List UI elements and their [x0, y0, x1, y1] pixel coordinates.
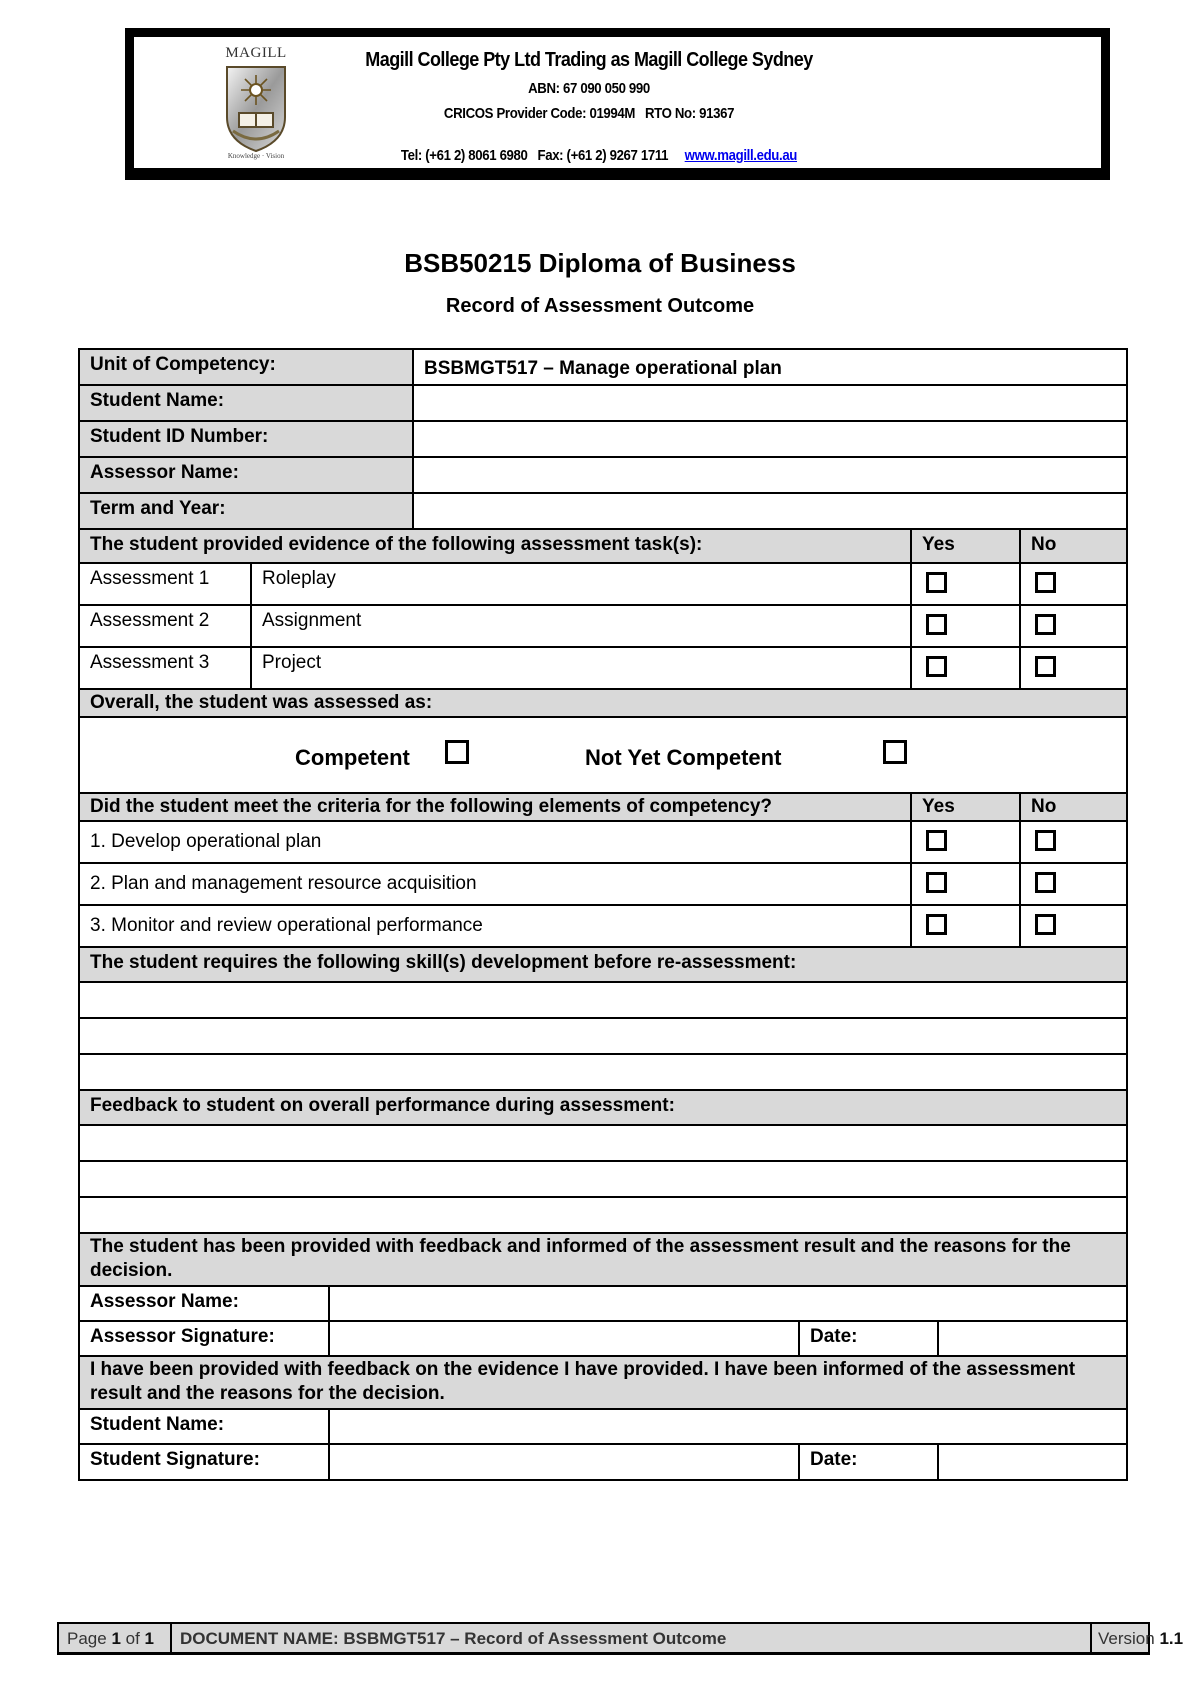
- task-yes-checkbox[interactable]: [926, 614, 947, 635]
- evidence-no-header: No: [1019, 528, 1128, 564]
- element-no-checkbox[interactable]: [1035, 872, 1056, 893]
- college-logo: [216, 45, 296, 163]
- assessor-date-label: Date:: [798, 1320, 939, 1357]
- feedback-line[interactable]: [78, 1196, 1128, 1234]
- document-name: DOCUMENT NAME: BSBMGT517 – Record of Assessment Outcome: [170, 1622, 1092, 1655]
- element-no-checkbox[interactable]: [1035, 914, 1056, 935]
- version-number: 1.1: [1159, 1629, 1184, 1648]
- logo-wordmark: MAGILL: [225, 45, 287, 61]
- evidence-yes-header: Yes: [910, 528, 1021, 564]
- letterhead: [125, 28, 1110, 180]
- not-yet-competent-checkbox[interactable]: [883, 740, 907, 764]
- element-label: 2. Plan and management resource acquisition: [78, 862, 912, 906]
- logo-motto: Knowledge · Vision: [227, 152, 285, 160]
- task-no-cell: [1019, 562, 1128, 606]
- task-name: Assessment 2: [78, 604, 252, 648]
- student-date-label: Date:: [798, 1443, 939, 1481]
- version-indicator: [1090, 1622, 1184, 1655]
- unit-label: Unit of Competency:: [78, 348, 414, 386]
- assessor-signature-label: Assessor Signature:: [78, 1320, 330, 1357]
- page-footer: [57, 1622, 1184, 1655]
- shield-crest-icon: [225, 65, 287, 153]
- website-link[interactable]: www.magill.edu.au: [684, 147, 798, 164]
- feedback-line[interactable]: [78, 1124, 1128, 1162]
- assessor-declaration-statement: The student has been provided with feedback and informed of the assessment result and the reasons for the decision.: [78, 1232, 1128, 1287]
- page-indicator: [57, 1622, 172, 1655]
- task-yes-cell: [910, 604, 1021, 648]
- student-id-field[interactable]: [412, 420, 1128, 458]
- unit-value[interactable]: BSBMGT517 – Manage operational plan: [412, 348, 1128, 386]
- contact-line: [343, 130, 836, 181]
- assessor-name-label: Assessor Name:: [78, 456, 414, 494]
- company-name: Magill College Pty Ltd Trading as Magill College Sydney: [365, 49, 813, 71]
- task-name: Assessment 1: [78, 562, 252, 606]
- assessor-signature-field[interactable]: [328, 1320, 800, 1357]
- competent-checkbox[interactable]: [445, 740, 469, 764]
- element-yes-cell: [910, 820, 1021, 864]
- term-field[interactable]: [412, 492, 1128, 530]
- element-no-cell: [1019, 904, 1128, 948]
- elements-yes-header: Yes: [910, 792, 1021, 822]
- task-type: Assignment: [250, 604, 912, 648]
- declaration-assessor-name-label: Assessor Name:: [78, 1285, 330, 1322]
- element-yes-checkbox[interactable]: [926, 914, 947, 935]
- element-yes-cell: [910, 862, 1021, 906]
- task-yes-checkbox[interactable]: [926, 572, 947, 593]
- element-no-checkbox[interactable]: [1035, 830, 1056, 851]
- task-no-checkbox[interactable]: [1035, 614, 1056, 635]
- overall-heading: Overall, the student was assessed as:: [78, 688, 1128, 718]
- skills-heading: The student requires the following skill(s) development before re-assessment:: [78, 946, 1128, 983]
- task-name: Assessment 3: [78, 646, 252, 690]
- elements-heading: Did the student meet the criteria for the following elements of competency?: [78, 792, 912, 822]
- page-total: 1: [144, 1629, 154, 1648]
- task-no-checkbox[interactable]: [1035, 572, 1056, 593]
- competent-label: Competent: [295, 745, 410, 770]
- student-declaration-statement: I have been provided with feedback on the evidence I have provided. I have been informed of the assessment result and the reasons for the decision.: [78, 1355, 1128, 1410]
- element-yes-checkbox[interactable]: [926, 872, 947, 893]
- student-date-field[interactable]: [937, 1443, 1128, 1481]
- overall-result-cell: [78, 716, 1128, 794]
- page-current: 1: [111, 1629, 121, 1648]
- cricos-rto: CRICOS Provider Code: 01994M RTO No: 91367: [443, 105, 735, 122]
- telephone: Tel: (+61 2) 8061 6980: [400, 147, 528, 164]
- letterhead-text: [309, 45, 869, 181]
- task-type: Project: [250, 646, 912, 690]
- evidence-heading: The student provided evidence of the following assessment task(s):: [78, 528, 912, 564]
- task-type: Roleplay: [250, 562, 912, 606]
- not-yet-competent-label: Not Yet Competent: [585, 745, 782, 770]
- student-signature-label: Student Signature:: [78, 1443, 330, 1481]
- document-subtitle: Record of Assessment Outcome: [445, 295, 755, 317]
- declaration-student-name-field[interactable]: [328, 1408, 1128, 1445]
- task-yes-checkbox[interactable]: [926, 656, 947, 677]
- element-label: 1. Develop operational plan: [78, 820, 912, 864]
- student-signature-field[interactable]: [328, 1443, 800, 1481]
- task-yes-cell: [910, 562, 1021, 606]
- abn: ABN: 67 090 050 990: [528, 80, 650, 97]
- student-id-label: Student ID Number:: [78, 420, 414, 458]
- task-no-cell: [1019, 604, 1128, 648]
- page-prefix: Page: [67, 1629, 112, 1648]
- task-no-checkbox[interactable]: [1035, 656, 1056, 677]
- element-no-cell: [1019, 862, 1128, 906]
- student-name-label: Student Name:: [78, 384, 414, 422]
- element-no-cell: [1019, 820, 1128, 864]
- skills-line[interactable]: [78, 1017, 1128, 1055]
- term-label: Term and Year:: [78, 492, 414, 530]
- declaration-student-name-label: Student Name:: [78, 1408, 330, 1445]
- element-label: 3. Monitor and review operational performance: [78, 904, 912, 948]
- version-prefix: Version: [1098, 1629, 1160, 1648]
- feedback-line[interactable]: [78, 1160, 1128, 1198]
- skills-line[interactable]: [78, 1053, 1128, 1091]
- skills-line[interactable]: [78, 981, 1128, 1019]
- assessor-name-field[interactable]: [412, 456, 1128, 494]
- declaration-assessor-name-field[interactable]: [328, 1285, 1128, 1322]
- task-yes-cell: [910, 646, 1021, 690]
- element-yes-checkbox[interactable]: [926, 830, 947, 851]
- document-title: BSB50215 Diploma of Business: [404, 248, 796, 278]
- fax: Fax: (+61 2) 9267 1711: [537, 147, 669, 164]
- task-no-cell: [1019, 646, 1128, 690]
- assessor-date-field[interactable]: [937, 1320, 1128, 1357]
- feedback-heading: Feedback to student on overall performance during assessment:: [78, 1089, 1128, 1126]
- student-name-field[interactable]: [412, 384, 1128, 422]
- elements-no-header: No: [1019, 792, 1128, 822]
- element-yes-cell: [910, 904, 1021, 948]
- page-of: of: [120, 1629, 145, 1648]
